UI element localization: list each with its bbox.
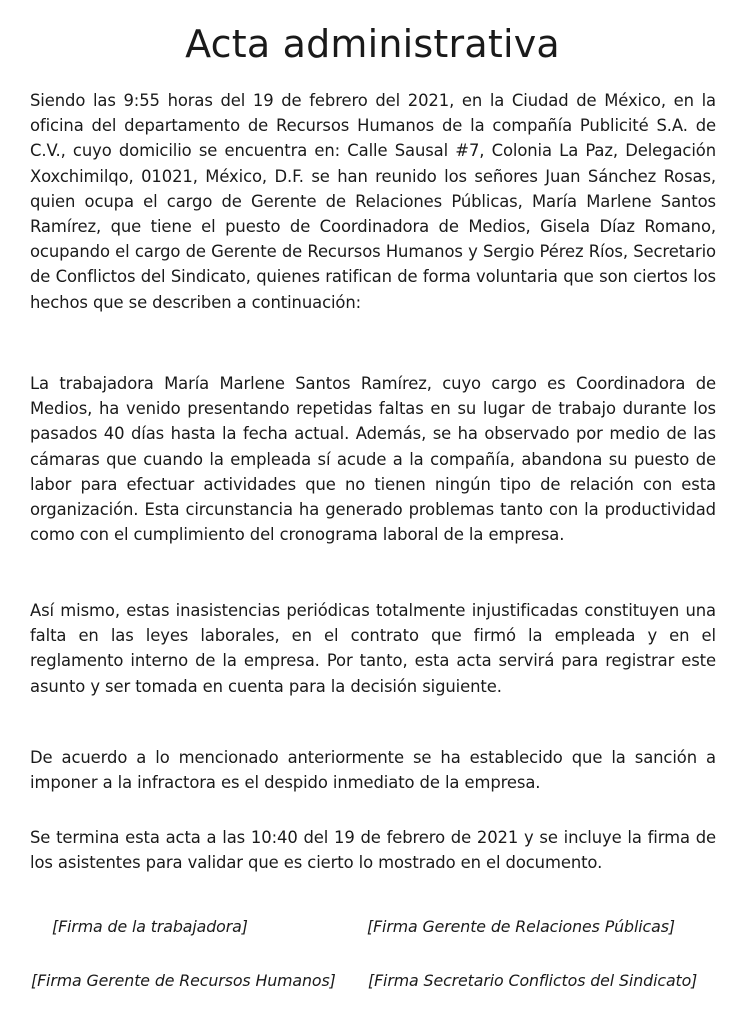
signature-worker: [Firma de la trabajadora] [52,917,248,936]
document-title: Acta administrativa [185,22,560,66]
paragraph-closing: Se termina esta acta a las 10:40 del 19 de febrero de 2021 y se incluye la firma de los asistentes para validar que es cierto lo mostrado en el documento. [30,828,716,873]
signature-public-relations-manager: [Firma Gerente de Relaciones Públicas] [367,917,675,936]
signature-hr-manager: [Firma Gerente de Recursos Humanos] [31,971,336,990]
signature-union-secretary: [Firma Secretario Conflictos del Sindicato] [368,971,698,990]
paragraph-sanction: De acuerdo a lo mencionado anteriormente se ha establecido que la sanción a imponer a la infractora es el despido inmediato de la empresa. [30,748,716,793]
paragraph-infraction: Así mismo, estas inasistencias periódicas totalmente injustificadas constituyen una falta en las leyes laborales, en el contrato que firmó la empleada y en el reglamento interno de la empresa. Por tanto, esta acta servirá para registrar este asunto y ser tomada en cuenta para la decisión siguiente. [30,601,716,696]
paragraph-facts: La trabajadora María Marlene Santos Ramírez, cuyo cargo es Coordinadora de Medios, ha venido presentando repetidas faltas en su lugar de trabajo durante los pasados 40 días hasta la fecha actual. Además, se ha observado por medio de las cámaras que cuando la empleada sí acude a la compañía, abandona su puesto de labor para efectuar actividades que no tienen ningún tipo de relación con esta organización. Esta circunstancia ha generado problemas tanto con la productividad como con el cumplimiento del cronograma laboral de la empresa. [30,374,716,545]
paragraph-intro: Siendo las 9:55 horas del 19 de febrero del 2021, en la Ciudad de México, en la oficina del departamento de Recursos Humanos de la compañía Publicité S.A. de C.V., cuyo domicilio se encuentra en: Calle Sausal #7, Colonia La Paz, Delegación Xoxchimilqo, 01021, México, D.F. se han reunido los señores Juan Sánchez Rosas, quien ocupa el cargo de Gerente de Relaciones Públicas, María Marlene Santos Ramírez, que tiene el puesto de Coordinadora de Medios, Gisela Díaz Romano, ocupando el cargo de Gerente de Recursos Humanos y Sergio Pérez Ríos, Secretario de Conflictos del Sindicato, quienes ratifican de forma voluntaria que son ciertos los hechos que se describen a continuación: [30,91,716,312]
